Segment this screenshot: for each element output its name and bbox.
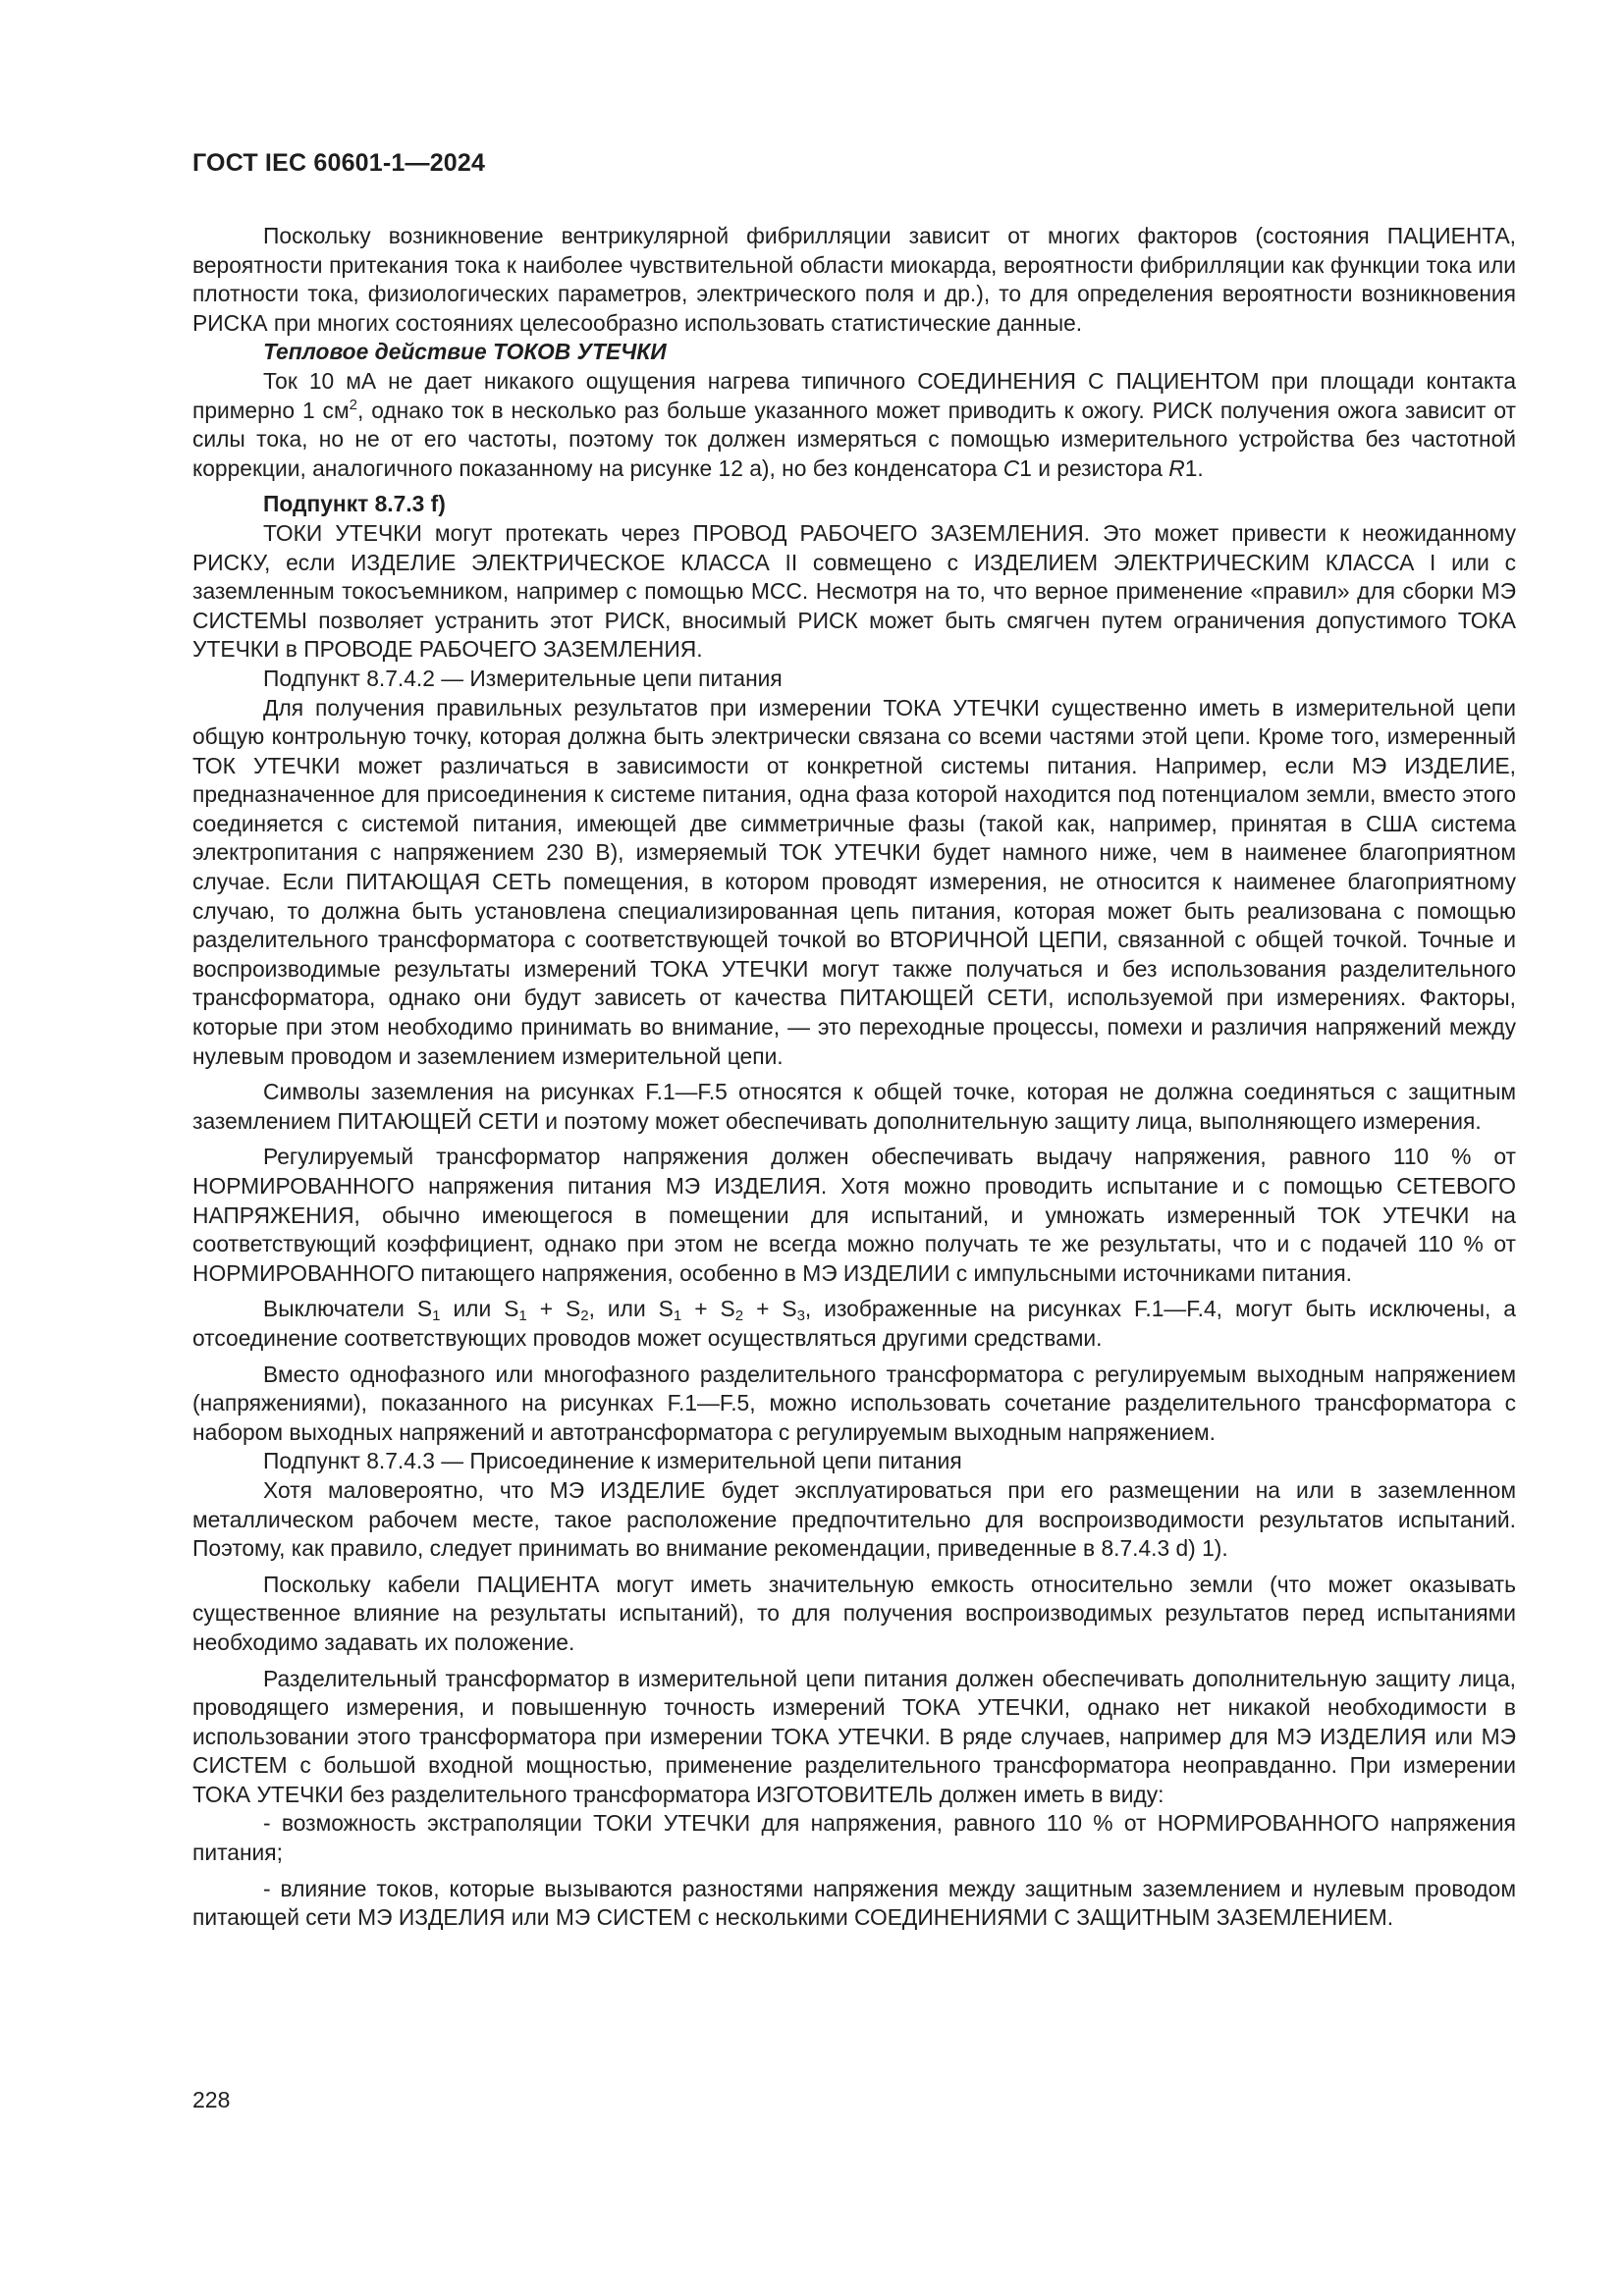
paragraph-earth-symbols: Символы заземления на рисунках F.1—F.5 относятся к общей точке, которая не должна соединяться с защитным заземлением ПИТАЮЩЕЙ СЕТИ и поэтому может обеспечивать дополнительную защиту лица, выполняющего измерения. (192, 1079, 1516, 1134)
subscript: 1 (432, 1308, 441, 1325)
text-fragment: или S (440, 1296, 519, 1322)
paragraph-transformer-combination: Вместо однофазного или многофазного разделительного трансформатора с регулируемым выходным напряжением (напряжениями), показанного на рисунках F.1—F.5, можно использовать сочетание разделительного трансформатора с набором выходных напряжений и автотрансформатора с регулируемым выходным напряжением. (192, 1361, 1516, 1445)
symbol-r: R (1168, 454, 1185, 481)
heading-thermal-effect: Тепловое действие ТОКОВ УТЕЧКИ (263, 339, 667, 365)
subscript: 1 (673, 1308, 682, 1325)
text-fragment: + S (681, 1296, 735, 1322)
text-fragment: 1. (1184, 454, 1204, 481)
text-fragment: Ток 10 мА не дает никакого ощущения нагрева типичного СОЕДИНЕНИЯ С ПАЦИЕНТОМ при площади контакта примерно 1 см (192, 367, 1516, 423)
paragraph-fibrillation: Поскольку возникновение вентрикулярной фибрилляции зависит от многих факторов (состояния ПАЦИЕНТА, вероятности притекания тока к наиболее чувствительной области миокарда, вероятности фибрилляции как функции тока или плотности тока, физиологических параметров, электрического поля и др.), то для определения вероятности возникновения РИСКА при многих состояниях целесообразно использовать статистические данные. (192, 223, 1516, 336)
text-fragment: Выключатели S (263, 1296, 433, 1322)
page-number: 228 (192, 2087, 231, 2112)
paragraph-variable-transformer: Регулируемый трансформатор напряжения должен обеспечивать выдачу напряжения, равного 110 % от НОРМИРОВАННОГО напряжения питания МЭ ИЗДЕЛИЯ. Хотя можно проводить испытание и с помощью СЕТЕВОГО НАПРЯЖЕНИЯ, обычно имеющегося в помещении для испытаний, и умножать измеренный ТОК УТЕЧКИ на соответствующий коэффициент, однако при этом не всегда можно получать те же результаты, что и с подачей 110 % от НОРМИРОВАННОГО питающего напряжения, особенно в МЭ ИЗДЕЛИИ с импульсными источниками питания. (192, 1144, 1516, 1286)
text-fragment: 1 и резистора (1019, 454, 1169, 481)
list-item-extrapolation: - возможность экстраполяции ТОКИ УТЕЧКИ для напряжения, равного 110 % от НОРМИРОВАННОГО напряжения питания; (192, 1810, 1516, 1866)
subscript: 2 (734, 1308, 744, 1325)
heading-subclause-8743: Подпункт 8.7.4.3 — Присоединение к измерительной цепи питания (263, 1448, 962, 1474)
list-item-current-influence: - влияние токов, которые вызываются разностями напряжения между защитным заземлением и нулевым проводом питающей сети МЭ ИЗДЕЛИЯ или МЭ СИСТЕМ с несколькими СОЕДИНЕНИЯМИ С ЗАЩИТНЫМ ЗАЗЕМЛЕНИЕМ. (192, 1875, 1516, 1931)
text-fragment: , или S (588, 1296, 674, 1322)
symbol-c: C (1002, 454, 1020, 481)
document-body (192, 222, 1516, 1933)
superscript-2: 2 (349, 396, 357, 413)
text-fragment: , однако ток в несколько раз больше указанного может приводить к ожогу. РИСК получения ожога зависит от силы тока, но не от его частоты, поэтому ток должен измеряться с помощью измерительного устройства без частотной коррекции, аналогичного показанному на рисунке 12 а), но без конденсатора (192, 397, 1516, 481)
text-fragment: , изображенные на рисунках F.1—F.4, могут быть исключены, а отсоединение соответствующих проводов может осуществляться другими средствами. (192, 1296, 1516, 1351)
paragraph-earthed-workplace: Хотя маловероятно, что МЭ ИЗДЕЛИЕ будет эксплуатироваться при его размещении на или в заземленном металлическом рабочем месте, такое расположение предпочтительно для воспроизводимости результатов испытаний. Поэтому, как правило, следует принимать во внимание рекомендации, приведенные в 8.7.4.3 d) 1). (192, 1476, 1516, 1562)
text-fragment: + S (526, 1296, 581, 1322)
text-fragment: + S (743, 1296, 797, 1322)
paragraph-thermal (192, 367, 1516, 483)
subscript: 1 (518, 1308, 527, 1325)
paragraph-patient-cables: Поскольку кабели ПАЦИЕНТА могут иметь значительную емкость относительно земли (что может оказывать существенное влияние на результаты испытаний), то для получения воспроизводимых результатов перед испытаниями необходимо задавать их положение. (192, 1571, 1516, 1655)
heading-subclause-873f: Подпункт 8.7.3 f) (263, 491, 446, 517)
paragraph-functional-earth: ТОКИ УТЕЧКИ могут протекать через ПРОВОД РАБОЧЕГО ЗАЗЕМЛЕНИЯ. Это может привести к неожиданному РИСКУ, если ИЗДЕЛИЕ ЭЛЕКТРИЧЕСКОЕ КЛАССА II совмещено с ИЗДЕЛИЕМ ЭЛЕКТРИЧЕСКИМ КЛАССА I или с заземленным токосъемником, например с помощью МСС. Несмотря на то, что верное применение «правил» для сборки МЭ СИСТЕМЫ позволяет устранить этот РИСК, вносимый РИСК может быть смягчен путем ограничения допустимого ТОКА УТЕЧКИ в ПРОВОДЕ РАБОЧЕГО ЗАЗЕМЛЕНИЯ. (192, 519, 1516, 663)
page-header: ГОСТ IEC 60601-1—2024 (192, 149, 486, 177)
subscript: 2 (580, 1308, 589, 1325)
paragraph-measuring-circuits: Для получения правильных результатов при измерении ТОКА УТЕЧКИ существенно иметь в измерительной цепи общую контрольную точку, которая должна быть электрически связана со всеми частями этой цепи. Кроме того, измеренный ТОК УТЕЧКИ может различаться в зависимости от конкретной системы питания. Например, если МЭ ИЗДЕЛИЕ, предназначенное для присоединения к системе питания, одна фаза которой находится под потенциалом земли, вместо этого соединяется с системой питания, имеющей две симметричные фазы (такой как, например, принятая в США система электропитания с напряжением 230 В), измеряемый ТОК УТЕЧКИ будет намного ниже, чем в наименее благоприятном случае. Если ПИТАЮЩАЯ СЕТЬ помещения, в котором проводят измерения, не относится к наименее благоприятному случаю, то должна быть установлена специализированная цепь питания, которая может быть реализована с помощью разделительного трансформатора с соответствующей точкой во ВТОРИЧНОЙ ЦЕПИ, связанной с общей точкой. Точные и воспроизводимые результаты измерений ТОКА УТЕЧКИ могут также получаться и без использования разделительного трансформатора, однако они будут зависеть от качества ПИТАЮЩЕЙ СЕТИ, используемой при измерениях. Факторы, которые при этом необходимо принимать во внимание, — это переходные процессы, помехи и различия напряжений между нулевым проводом и заземлением измерительной цепи. (192, 694, 1516, 1069)
subscript: 3 (796, 1308, 805, 1325)
heading-subclause-8742: Подпункт 8.7.4.2 — Измерительные цепи питания (263, 665, 783, 691)
paragraph-switches (192, 1295, 1516, 1353)
paragraph-isolating-transformer: Разделительный трансформатор в измерительной цепи питания должен обеспечивать дополнительную защиту лица, проводящего измерения, и повышенную точность измерений ТОКА УТЕЧКИ, однако нет никакой необходимости в использовании этого трансформатора при измерении ТОКА УТЕЧКИ. В ряде случаев, например для МЭ ИЗДЕЛИЯ или МЭ СИСТЕМ с большой входной мощностью, применение разделительного трансформатора неоправданно. При измерении ТОКА УТЕЧКИ без разделительного трансформатора ИЗГОТОВИТЕЛЬ должен иметь в виду: (192, 1665, 1516, 1807)
